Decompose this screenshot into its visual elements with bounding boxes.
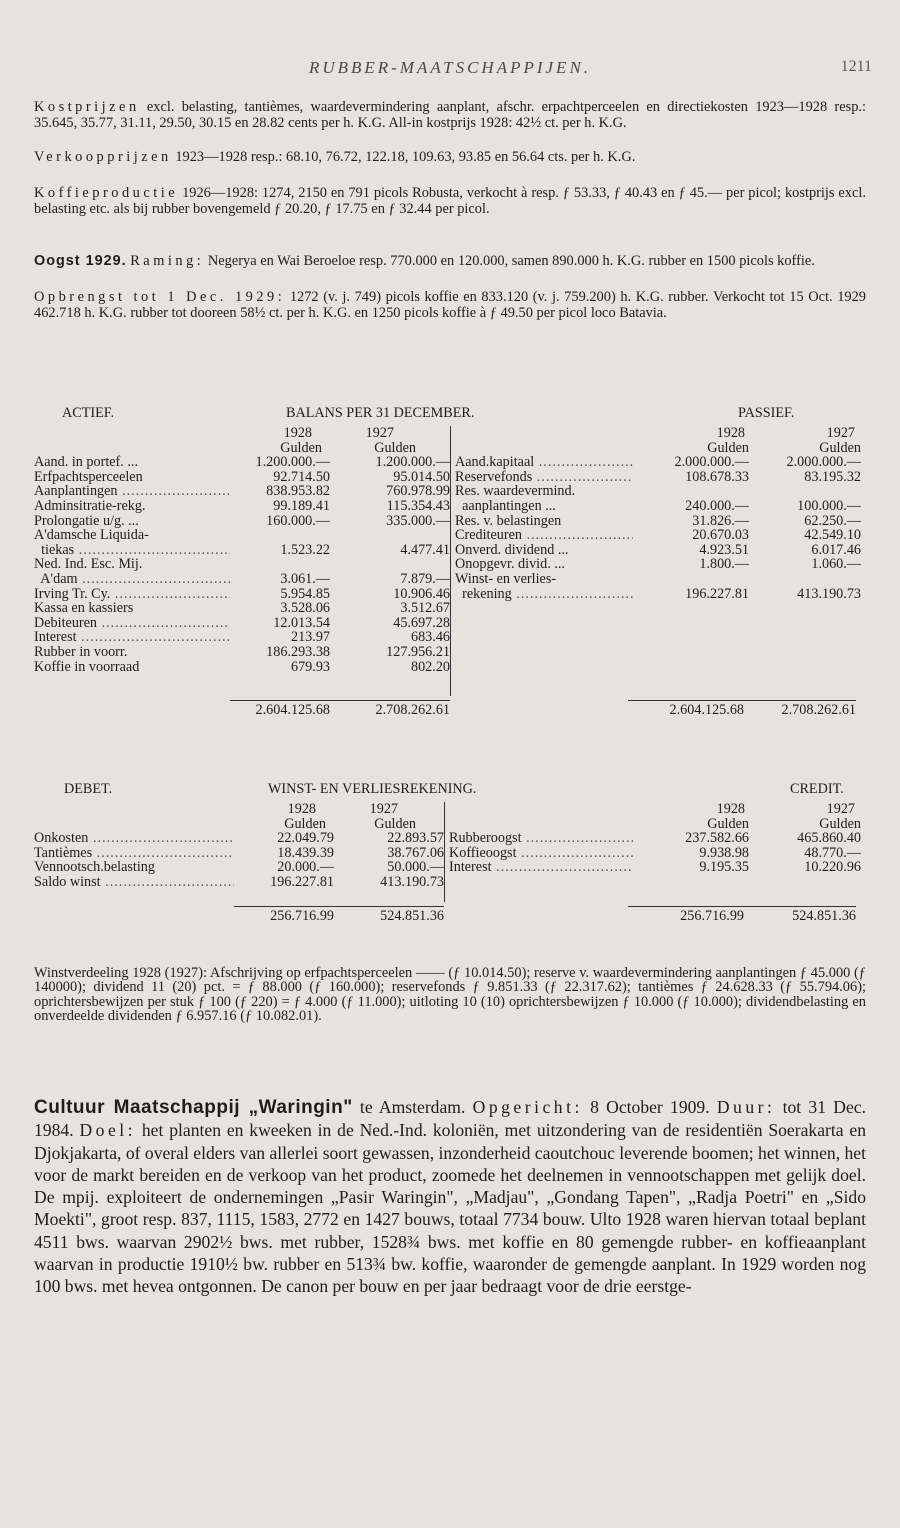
passief-total-1927: 2.708.262.61	[744, 700, 856, 716]
actief-unit-1928: Gulden	[280, 440, 322, 456]
passief-total-row	[450, 700, 866, 716]
credit-value-1928: 9.938.98	[699, 845, 749, 861]
passief-value-1928: 20.670.03	[692, 528, 749, 543]
actief-value-1927	[330, 557, 450, 572]
actief-row	[34, 660, 450, 675]
actief-value-1928: 99.189.41	[273, 498, 330, 514]
actief-row	[34, 543, 450, 558]
koffieproductie-label: Koffieproductie	[34, 185, 179, 201]
debet-label: Vennootsch.belasting	[34, 860, 155, 875]
actief-value-1927: 127.956.21	[386, 644, 450, 660]
credit-row	[449, 831, 866, 846]
actief-row	[34, 499, 450, 514]
debet-year-1927: 1927	[369, 802, 398, 817]
credit-row	[449, 846, 866, 861]
actief-label: Interest .....	[34, 630, 230, 645]
actief-row	[34, 557, 450, 572]
passief-value-1928	[633, 484, 749, 499]
actief-value-1928: 3.528.06	[280, 601, 330, 616]
passief-value-1927: 1.060.—	[811, 557, 861, 572]
actief-row	[34, 484, 450, 499]
debet-total-1928: 256.716.99	[234, 906, 334, 922]
passief-row	[455, 572, 866, 587]
actief-value-1927: 760.978.99	[386, 484, 450, 499]
opgericht-text: 8 October 1909.	[582, 1097, 717, 1117]
passief-row	[455, 528, 866, 543]
passief-row	[455, 587, 866, 602]
actief-value-1928: 3.061.—	[280, 571, 330, 587]
credit-unit-row	[449, 817, 866, 832]
actief-total-1928: 2.604.125.68	[230, 700, 330, 716]
passief-value-1928: 196.227.81	[685, 586, 749, 602]
opgericht-label: Opgericht:	[472, 1097, 583, 1117]
actief-value-1928	[230, 528, 330, 543]
debet-unit-1928: Gulden	[284, 816, 326, 832]
balance-sheet-titles	[34, 406, 866, 426]
actief-row	[34, 514, 450, 529]
actief-label: Ned. Ind. Esc. Mij.	[34, 557, 143, 572]
passief-total-1928: 2.604.125.68	[628, 700, 744, 716]
credit-value-1928: 237.582.66	[685, 831, 749, 846]
actief-value-1928: 12.013.54	[273, 615, 330, 631]
actief-value-1927: 115.354.43	[386, 498, 450, 514]
actief-label: Adminsitratie-rekg.	[34, 498, 146, 514]
duur-label: Duur:	[716, 1097, 776, 1117]
actief-value-1928: 186.293.38	[266, 644, 330, 660]
actief-value-1927: 10.906.46	[393, 586, 450, 602]
actief-value-1928: 213.97	[290, 630, 330, 645]
passief-label: rekening .....	[455, 587, 633, 602]
passief-year-1927: 1927	[826, 426, 855, 441]
kostprijzen-paragraph	[34, 100, 866, 131]
passief-label: Reservefonds .....	[455, 470, 633, 485]
passief-row	[455, 499, 866, 514]
passief-label: Crediteuren .....	[455, 528, 633, 543]
actief-year-1927: 1927	[365, 426, 394, 441]
credit-column	[445, 802, 866, 890]
oogst-raming-paragraph	[34, 254, 866, 270]
passief-value-1927: 413.190.73	[797, 586, 861, 602]
actief-label: Irving Tr. Cy. .....	[34, 587, 230, 602]
passief-year-1928: 1928	[716, 426, 745, 441]
debet-unit-row	[34, 817, 444, 832]
actief-value-1928: 1.523.22	[280, 542, 330, 558]
actief-label: Rubber in voorr.	[34, 644, 128, 660]
actief-column	[34, 426, 451, 674]
balance-sheet	[34, 406, 866, 716]
debet-label: Tantièmes .....	[34, 846, 234, 861]
debet-value-1928: 22.049.79	[277, 831, 334, 846]
passief-title: PASSIEF.	[738, 405, 795, 421]
debet-year-row	[34, 802, 444, 817]
debet-value-1927: 38.767.06	[387, 845, 444, 861]
actief-row	[34, 528, 450, 543]
actief-value-1928	[230, 557, 330, 572]
debet-value-1927: 22.893.57	[387, 831, 444, 846]
actief-value-1927: 45.697.28	[393, 615, 450, 631]
debet-value-1928: 196.227.81	[270, 874, 334, 890]
actief-value-1927: 802.20	[410, 659, 450, 675]
profit-loss-title: WINST- EN VERLIESREKENING.	[268, 781, 477, 797]
passief-value-1928: 2.000.000.—	[674, 455, 749, 470]
actief-row	[34, 455, 450, 470]
opbrengst-paragraph	[34, 290, 866, 321]
credit-value-1927: 48.770.—	[804, 845, 861, 861]
credit-title: CREDIT.	[790, 781, 844, 797]
credit-total-1927: 524.851.36	[744, 906, 856, 922]
opbrengst-label: Opbrengst tot 1 Dec. 1929:	[34, 289, 286, 305]
credit-unit-1928: Gulden	[707, 816, 749, 832]
passief-row	[455, 543, 866, 558]
credit-year-row	[449, 802, 866, 817]
actief-total-1927: 2.708.262.61	[330, 700, 450, 716]
kostprijzen-text: excl. belasting, tantièmes, waardevermindering aanplant, afschr. erpachtperceelen en directiekosten 1923—1928 resp.: 35.645, 35.77, 31.11, 29.50, 30.15 en 28.82 cents per h. K.G. All-in kostprijs 1928: 42½ ct. per h. K.G.	[34, 99, 866, 131]
passief-label: Res. v. belastingen	[455, 513, 562, 529]
debet-label: Saldo winst .....	[34, 875, 234, 890]
koffieproductie-text: 1926—1928: 1274, 2150 en 791 picols Robusta, verkocht à resp. ƒ 53.33, ƒ 40.43 en ƒ 45.— per picol; kostprijs excl. belasting etc. als bij rubber bovengemeld ƒ 20.20, ƒ 17.75 en ƒ 32.44 per picol.	[34, 185, 866, 217]
passief-column	[451, 426, 866, 674]
winstverdeeling-paragraph: Winstverdeeling 1928 (1927): Afschrijving op erfpachtsperceelen —— (ƒ 10.014.50); reserve v. waardevermindering aanplantingen ƒ 45.000 (ƒ 140000); dividend 11 (20) pct. = ƒ 88.000 (ƒ 160.000); reservefonds ƒ 9.851.33 (ƒ 22.317.62); tantièmes ƒ 24.628.33 (ƒ 55.794.06); oprichtersbewijzen per stuk ƒ 100 (ƒ 220) = ƒ 4.000 (ƒ 11.000); uitloting 10 (10) oprichtersbewijzen ƒ 10.000 (ƒ 10.000); dividendbelasting en onverdeelde dividenden ƒ 6.957.16 (ƒ 10.082.01).	[34, 965, 866, 1025]
credit-value-1927: 10.220.96	[804, 860, 861, 875]
page-number: 1211	[840, 58, 872, 75]
debet-row	[34, 831, 444, 846]
actief-label: Kassa en kassiers	[34, 601, 134, 616]
passief-value-1928: 4.923.51	[699, 542, 749, 558]
debet-value-1928: 20.000.—	[277, 860, 334, 875]
passief-value-1928	[633, 572, 749, 587]
actief-value-1927: 7.879.—	[400, 571, 450, 587]
passief-row	[455, 514, 866, 529]
actief-total-row	[34, 700, 450, 716]
actief-label: Aanplantingen .....	[34, 484, 230, 499]
actief-row	[34, 630, 450, 645]
actief-label: Koffie in voorraad	[34, 659, 140, 675]
passief-row	[455, 484, 866, 499]
verkoopprijzen-text: 1923—1928 resp.: 68.10, 76.72, 122.18, 109.63, 93.85 en 56.64 cts. per h. K.G.	[175, 149, 636, 165]
passief-value-1927: 83.195.32	[804, 469, 861, 485]
actief-value-1928: 160.000.—	[266, 513, 330, 529]
passief-label: Res. waardevermind.	[455, 484, 576, 499]
credit-value-1927: 465.860.40	[797, 831, 861, 846]
actief-value-1927: 3.512.67	[400, 601, 450, 616]
passief-value-1927: 100.000.—	[797, 498, 861, 514]
passief-value-1927: 42.549.10	[804, 528, 861, 543]
passief-value-1927: 2.000.000.—	[786, 455, 861, 470]
passief-value-1928: 1.800.—	[699, 557, 749, 572]
credit-total-row	[444, 906, 866, 922]
actief-label: Aand. in portef. ...	[34, 455, 139, 470]
doel-label: Doel:	[79, 1120, 137, 1141]
actief-value-1927: 4.477.41	[400, 542, 450, 558]
actief-label: Prolongatie u/g. ...	[34, 513, 139, 529]
verkoopprijzen-label: Verkoopprijzen	[34, 149, 172, 165]
debet-value-1928: 18.439.39	[277, 845, 334, 861]
passief-value-1927	[749, 572, 861, 587]
debet-row	[34, 875, 444, 890]
waringin-paragraph	[34, 1096, 866, 1298]
profit-loss-titles	[34, 782, 866, 802]
koffieproductie-paragraph	[34, 186, 866, 217]
credit-label: Rubberoogst .....	[449, 831, 633, 846]
actief-value-1928: 679.93	[290, 659, 330, 675]
passief-value-1928: 31.826.—	[692, 513, 749, 529]
actief-row	[34, 616, 450, 631]
debet-row	[34, 860, 444, 875]
actief-label: A'damsche Liquida-	[34, 528, 149, 543]
credit-total-1928: 256.716.99	[628, 906, 744, 922]
running-title: RUBBER-MAATSCHAPPIJEN.	[308, 58, 592, 77]
actief-value-1927: 683.46	[410, 630, 450, 645]
passief-label: aanplantingen ...	[455, 498, 556, 514]
debet-title: DEBET.	[64, 781, 113, 797]
actief-value-1928: 1.200.000.—	[255, 455, 330, 470]
running-head	[0, 58, 900, 82]
passief-label: Aand.kapitaal .....	[455, 455, 633, 470]
company-location: te Amsterdam.	[352, 1097, 473, 1117]
company-name: Cultuur Maatschappij „Waringin"	[34, 1097, 353, 1118]
actief-label: Debiteuren .....	[34, 616, 230, 631]
credit-year-1927: 1927	[826, 802, 855, 817]
debet-value-1927: 50.000.—	[387, 860, 444, 875]
profit-loss-account	[34, 782, 866, 922]
actief-value-1928: 5.954.85	[280, 586, 330, 602]
actief-value-1927: 95.014.50	[393, 469, 450, 485]
debet-year-1928: 1928	[287, 802, 316, 817]
actief-value-1927: 1.200.000.—	[375, 455, 450, 470]
actief-value-1928: 838.953.82	[266, 484, 330, 499]
debet-label: Onkosten .....	[34, 831, 234, 846]
actief-year-row	[34, 426, 450, 441]
passief-row	[455, 455, 866, 470]
actief-unit-1927: Gulden	[374, 440, 416, 456]
debet-total-1927: 524.851.36	[334, 906, 444, 922]
credit-value-1928: 9.195.35	[699, 860, 749, 875]
actief-value-1927	[330, 528, 450, 543]
duur-text: tot 31 Dec. 1984.	[34, 1097, 866, 1141]
passief-value-1927	[749, 484, 861, 499]
kostprijzen-label: Kostprijzen	[34, 99, 140, 115]
raming-text: Negerya en Wai Beroeloe resp. 770.000 en 120.000, samen 890.000 h. K.G. rubber en 1500 picols koffie.	[207, 253, 815, 269]
credit-label: Interest .....	[449, 860, 633, 875]
balance-title: BALANS PER 31 DECEMBER.	[286, 405, 475, 421]
debet-row	[34, 846, 444, 861]
credit-row	[449, 860, 866, 875]
passief-value-1927: 6.017.46	[811, 542, 861, 558]
passief-label: Winst- en verlies-	[455, 571, 557, 587]
passief-unit-1927: Gulden	[819, 440, 861, 456]
actief-label: A'dam .....	[34, 572, 230, 587]
passief-label: Onverd. dividend ...	[455, 542, 569, 558]
credit-label: Koffieoogst .....	[449, 846, 633, 861]
doel-text: het planten en kweeken in de Ned.-Ind. koloniën, met uitzondering van de residentiën Soerakarta en Djokjakarta, of overal elders van allerlei soort gewassen, inzonderheid caoutchouc leverende boomen; het winnen, het voor de markt bereiden en de verkoop van het product, zoomede het deelnemen in vennootschappen met gelijk doel. De mpij. exploiteert de ondernemingen „Pasir Waringin", „Madjau", „Gondang Tapen", „Radja Poetri" en „Sido Moekti", groot resp. 837, 1115, 1583, 2772 en 1427 bouws, totaal 7734 bouw. Ulto 1928 waren hiervan totaal beplant 4511 bws. waarvan 2902½ bws. met rubber, 1528¾ bws. met koffie en 80 gemengde rubber- en koffieaanplant waarvan in productie 1910½ bw. rubber en 513¾ bw. koffie, waaronder de gemengde aanplant. In 1929 worden nog 100 bws. met hevea ontgonnen. De canon per bouw en per jaar bedraagt voor de drie eerstge-	[34, 1120, 867, 1297]
verkoopprijzen-paragraph	[34, 150, 866, 166]
actief-title: ACTIEF.	[62, 405, 115, 421]
credit-year-1928: 1928	[716, 802, 745, 817]
passief-label: Onopgevr. divid. ...	[455, 557, 565, 572]
debet-value-1927: 413.190.73	[380, 874, 444, 890]
oogst-heading: Oogst 1929.	[34, 253, 127, 269]
raming-label: Raming:	[130, 253, 205, 269]
actief-year-1928: 1928	[283, 426, 312, 441]
passief-row	[455, 557, 866, 572]
passief-year-row	[455, 426, 866, 441]
actief-row	[34, 601, 450, 616]
opbrengst-text: 1272 (v. j. 749) picols koffie en 833.120 (v. j. 759.200) h. K.G. rubber. Verkocht tot 15 Oct. 1929 462.718 h. K.G. rubber tot dooreen 58½ ct. per h. K.G. en 1250 picols koffie à ƒ 49.50 per picol loco Batavia.	[34, 289, 866, 321]
debet-unit-1927: Gulden	[374, 816, 416, 832]
actief-row	[34, 645, 450, 660]
actief-row	[34, 587, 450, 602]
actief-value-1927: 335.000.—	[386, 513, 450, 529]
actief-label: tiekas .....	[34, 543, 230, 558]
passief-row	[455, 470, 866, 485]
passief-unit-1928: Gulden	[707, 440, 749, 456]
passief-unit-row	[455, 441, 866, 456]
passief-value-1927: 62.250.—	[804, 513, 861, 529]
actief-unit-row	[34, 441, 450, 456]
actief-label: Erfpachtsperceelen	[34, 469, 143, 485]
actief-row	[34, 470, 450, 485]
credit-unit-1927: Gulden	[819, 816, 861, 832]
debet-column	[34, 802, 445, 890]
debet-total-row	[34, 906, 444, 922]
passief-value-1928: 108.678.33	[685, 469, 749, 485]
actief-row	[34, 572, 450, 587]
actief-value-1928: 92.714.50	[273, 469, 330, 485]
passief-value-1928: 240.000.—	[685, 498, 749, 514]
